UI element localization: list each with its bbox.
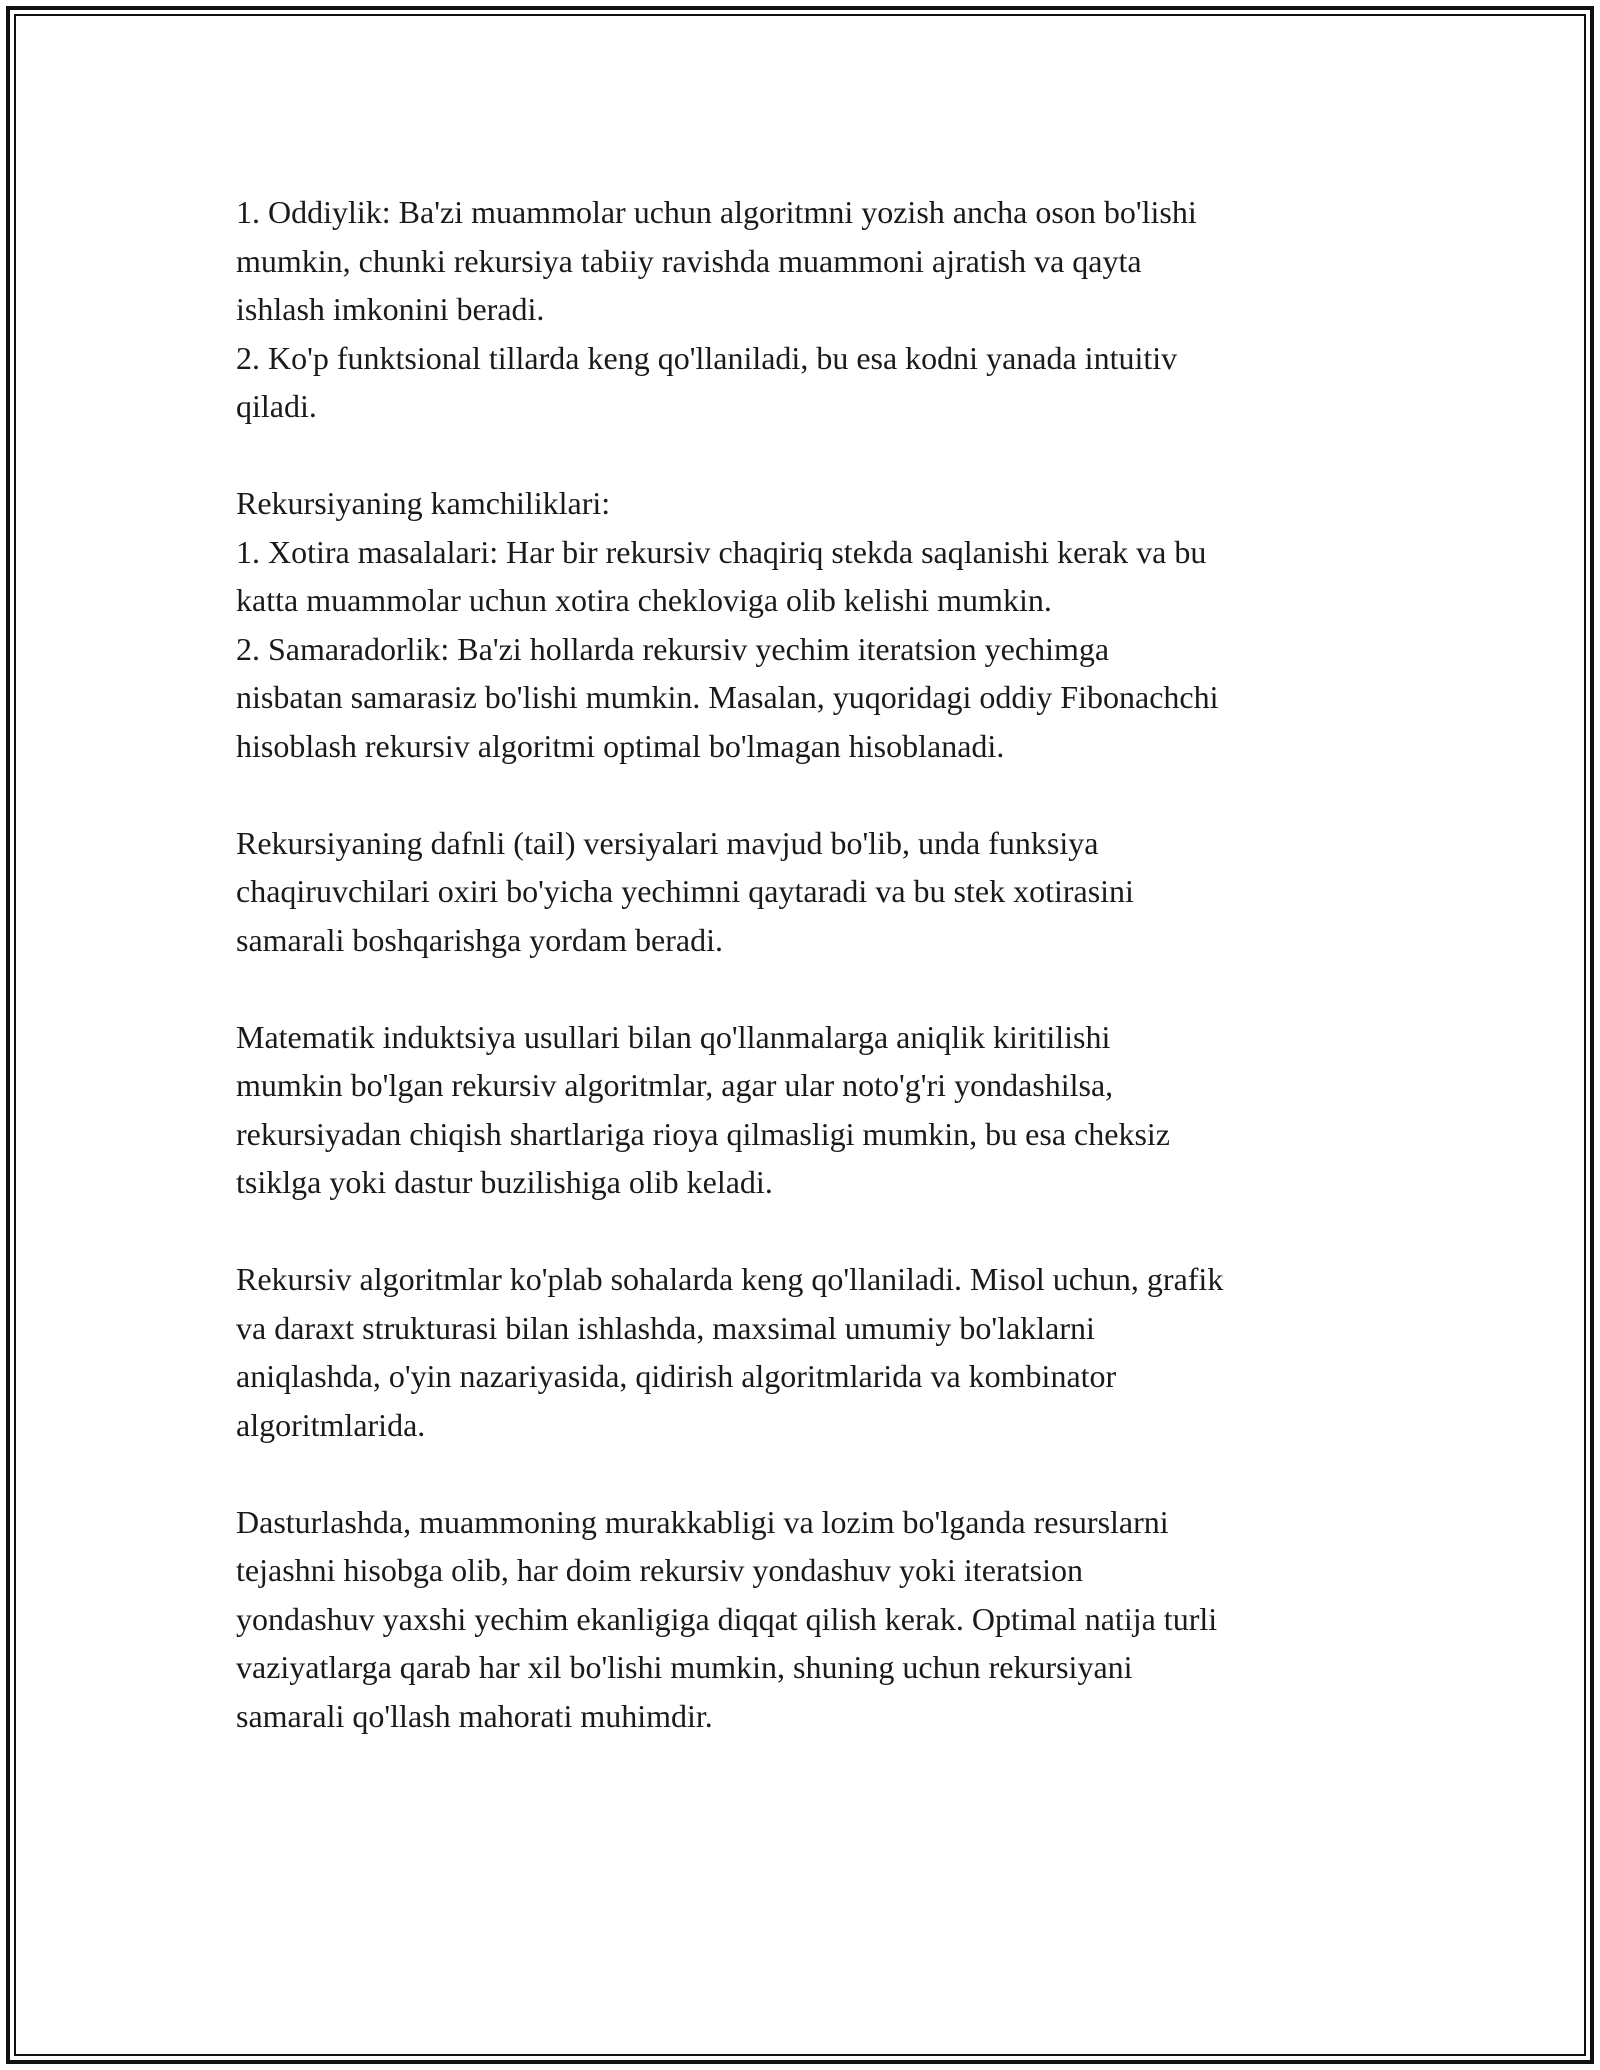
text-line: rekursiyadan chiqish shartlariga rioya qilmasligi mumkin, bu esa cheksiz bbox=[236, 1115, 1170, 1152]
paragraph-conclusion bbox=[236, 1498, 1386, 1741]
text-line: tsiklga yoki dastur buzilishiga olib keladi. bbox=[236, 1164, 773, 1200]
text-line: Rekursiv algoritmlar ko'plab sohalarda keng qo'llaniladi. Misol uchun, grafik bbox=[236, 1261, 1224, 1297]
text-line: chaqiruvchilari oxiri bo'yicha yechimni qaytaradi va bu stek xotirasini bbox=[236, 873, 1134, 909]
paragraph-advantages bbox=[236, 188, 1386, 431]
text-line: 1. Xotira masalalari: Har bir rekursiv chaqiriq stekda saqlanishi kerak va bu bbox=[236, 533, 1207, 570]
paragraph-disadvantages bbox=[236, 479, 1386, 770]
text-line: katta muammolar uchun xotira chekloviga olib kelishi mumkin. bbox=[236, 582, 1052, 618]
text-line: qiladi. bbox=[236, 388, 317, 424]
document-body bbox=[236, 188, 1386, 1789]
text-line: algoritmlarida. bbox=[236, 1406, 426, 1443]
text-line: Matematik induktsiya usullari bilan qo'llanmalarga aniqlik kiritilishi bbox=[236, 1018, 1111, 1055]
text-line: 2. Ko'p funktsional tillarda keng qo'llaniladi, bu esa kodni yanada intuitiv bbox=[236, 339, 1178, 376]
text-line: yondashuv yaxshi yechim ekanligiga diqqat qilish kerak. Optimal natija turli bbox=[236, 1600, 1218, 1637]
text-line: vaziyatlarga qarab har xil bo'lishi mumkin, shuning uchun rekursiyani bbox=[236, 1649, 1133, 1685]
section-heading: Rekursiyaning kamchiliklari: bbox=[236, 485, 611, 521]
text-line: aniqlashda, o'yin nazariyasida, qidirish algoritmlarida va kombinator bbox=[236, 1358, 1117, 1394]
text-line: mumkin, chunki rekursiya tabiiy ravishda muammoni ajratish va qayta bbox=[236, 242, 1142, 279]
text-line: nisbatan samarasiz bo'lishi mumkin. Masalan, yuqoridagi oddiy Fibonachchi bbox=[236, 679, 1219, 715]
text-line: samarali qo'llash mahorati muhimdir. bbox=[236, 1697, 713, 1734]
text-line: tejashni hisobga olib, har doim rekursiv yondashuv yoki iteratsion bbox=[236, 1552, 1083, 1588]
text-line: samarali boshqarishga yordam beradi. bbox=[236, 921, 723, 958]
text-line: hisoblash rekursiv algoritmi optimal bo'lmagan hisoblanadi. bbox=[236, 727, 1005, 764]
paragraph-induction bbox=[236, 1013, 1386, 1207]
text-line: mumkin bo'lgan rekursiv algoritmlar, agar ular noto'g'ri yondashilsa, bbox=[236, 1067, 1114, 1103]
paragraph-tail-recursion bbox=[236, 819, 1386, 965]
text-line: Dasturlashda, muammoning murakkabligi va lozim bo'lganda resurslarni bbox=[236, 1503, 1169, 1540]
text-line: 2. Samaradorlik: Ba'zi hollarda rekursiv yechim iteratsion yechimga bbox=[236, 630, 1110, 667]
paragraph-applications bbox=[236, 1255, 1386, 1449]
text-line: 1. Oddiylik: Ba'zi muammolar uchun algoritmni yozish ancha oson bo'lishi bbox=[236, 194, 1197, 230]
text-line: Rekursiyaning dafnli (tail) versiyalari mavjud bo'lib, unda funksiya bbox=[236, 824, 1099, 861]
text-line: ishlash imkonini beradi. bbox=[236, 291, 545, 327]
text-line: va daraxt strukturasi bilan ishlashda, maxsimal umumiy bo'laklarni bbox=[236, 1309, 1095, 1346]
